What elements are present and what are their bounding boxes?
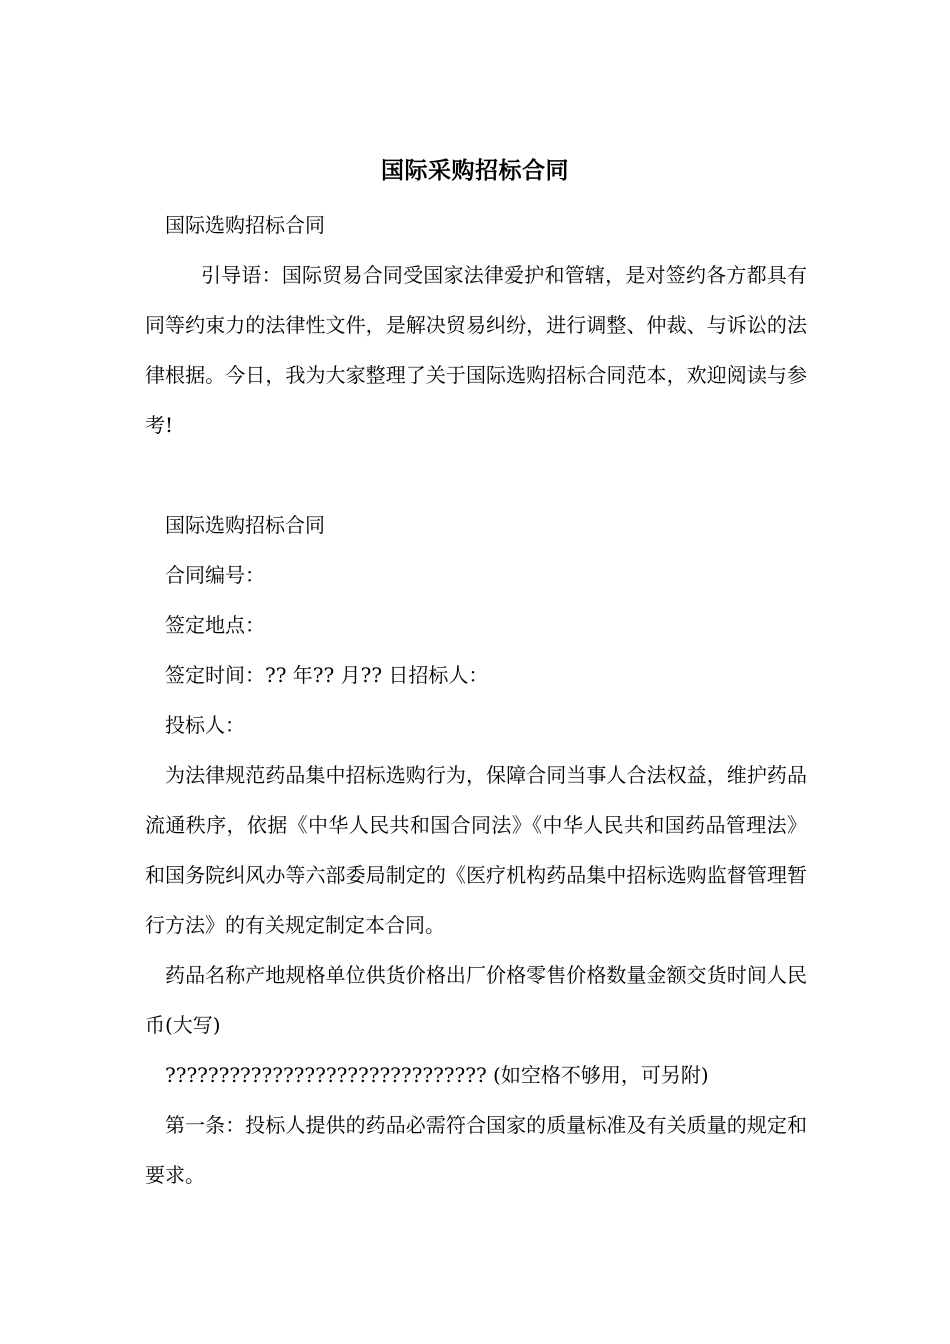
signing-place-field: 签定地点： bbox=[165, 613, 265, 637]
blank-line bbox=[145, 450, 807, 500]
subtitle-paragraph: 国际选购招标合同 bbox=[165, 213, 325, 237]
amount-placeholder-line: ?????????????????????????????? (如空格不够用，可另附) bbox=[165, 1063, 709, 1087]
document-body bbox=[145, 200, 807, 1200]
document-title: 国际采购招标合同 bbox=[381, 158, 569, 184]
article-one-paragraph: 第一条：投标人提供的药品必需符合国家的质量标准及有关质量的规定和要求。 bbox=[145, 1113, 807, 1187]
intro-paragraph: 引导语：国际贸易合同受国家法律爱护和管辖，是对签约各方都具有同等约束力的法律性文件，是解决贸易纠纷，进行调整、仲裁、与诉讼的法律根据。今日，我为大家整理了关于国际选购招标合同范本，欢迎阅读与参考! bbox=[145, 263, 807, 437]
bidder-field: 投标人： bbox=[165, 713, 245, 737]
contract-heading: 国际选购招标合同 bbox=[165, 513, 325, 537]
signing-time-field: 签定时间：?? 年?? 月?? 日招标人： bbox=[165, 663, 489, 687]
drug-table-header-paragraph: 药品名称产地规格单位供货价格出厂价格零售价格数量金额交货时间人民币(大写) bbox=[145, 963, 807, 1037]
contract-number-field: 合同编号： bbox=[165, 563, 265, 587]
purpose-paragraph: 为法律规范药品集中招标选购行为，保障合同当事人合法权益，维护药品流通秩序，依据《中华人民共和国合同法》《中华人民共和国药品管理法》和国务院纠风办等六部委局制定的《医疗机构药品集中招标选购监督管理暂行方法》的有关规定制定本合同。 bbox=[145, 763, 807, 937]
